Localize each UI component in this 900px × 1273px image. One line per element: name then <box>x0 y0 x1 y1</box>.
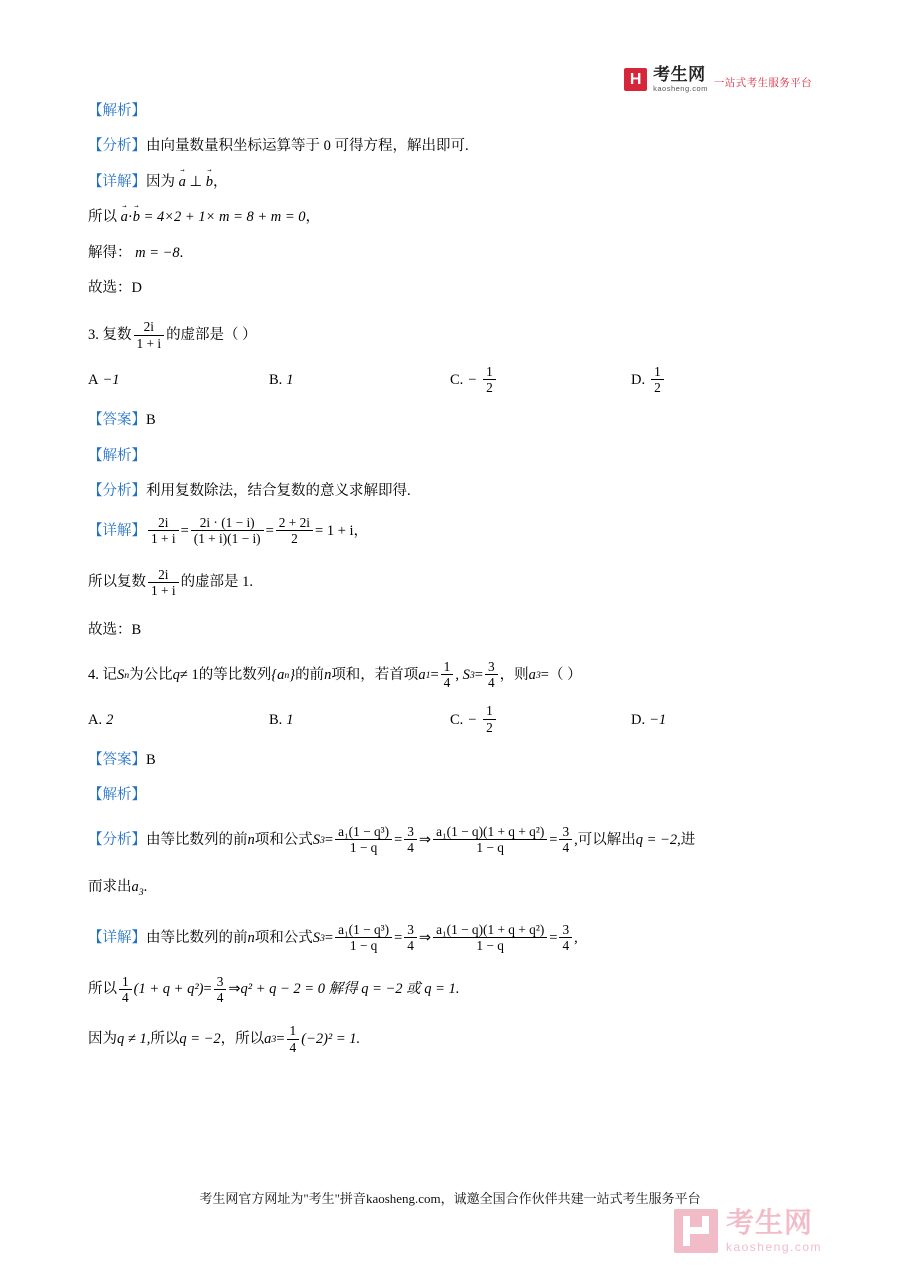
q3-concl-fraction <box>148 567 179 599</box>
q4-fenxi-eq2: = <box>394 831 403 848</box>
logo-title-en: kaosheng.com <box>653 84 708 93</box>
q4-S-sub: n <box>124 669 130 681</box>
q4-option-d-value: −1 <box>649 711 667 728</box>
perp-symbol: ⊥ <box>189 173 203 190</box>
q3-option-b[interactable] <box>269 369 450 391</box>
q4-answer-label: 【答案】 <box>88 751 146 768</box>
q3-xj-eq2: = <box>265 522 274 539</box>
q4-a1: a <box>418 667 426 684</box>
q4-q: q <box>172 667 180 684</box>
page-watermark <box>674 1209 822 1253</box>
q2-comma-2: ， <box>305 209 321 226</box>
watermark-title-en: kaosheng.com <box>725 1240 822 1254</box>
q3-frac-num: 2i <box>143 319 154 335</box>
q4-fenxi-text-1: 由等比数列的前 <box>146 831 248 848</box>
q4-eq: = <box>430 667 439 684</box>
q3-concl-suffix: 的虚部是 1. <box>180 574 254 591</box>
document-content <box>88 0 812 1056</box>
q4-fenxi-n: n <box>247 831 255 848</box>
q4-xj-arrow: ⇒ <box>418 929 432 946</box>
q3-option-c-fraction: $\frac{1}{2}$ <box>483 364 496 396</box>
q4-fenxi-f2-den: 4 <box>404 839 417 855</box>
q4-xj-n: n <box>247 929 255 946</box>
q4-xj-f1-num: a₁(1 − q³) <box>338 921 390 937</box>
q3-xj-f2-num: 2i · (1 − i) <box>199 514 255 530</box>
logo-slogan: 一站式考生服务平台 <box>713 76 812 89</box>
q4-fenxi-eq3: = <box>549 831 558 848</box>
q4-xiangjie-line <box>88 923 812 955</box>
q4-option-c-fraction: $\frac{1}{2}$ <box>483 703 496 735</box>
q4-line3-f-den: 4 <box>287 1039 300 1055</box>
q4-a1-fraction <box>441 659 454 691</box>
q2-xiangjie-label: 【详解】 <box>88 173 146 190</box>
q4-line3-mid: 所以 <box>150 1031 180 1048</box>
q4-line2-frac-2 <box>214 974 227 1006</box>
q4-xj-f4-den: 4 <box>559 937 572 953</box>
q3-xj-f1-num: 2i <box>158 514 169 530</box>
q4-set: {a <box>271 667 285 684</box>
q4-option-b-label: B. <box>269 711 283 728</box>
q4-line2-f-den: 4 <box>119 989 132 1005</box>
q4-step-2 <box>88 974 812 1006</box>
q4-S3-sub: 3 <box>469 669 475 681</box>
q2-dot-rhs: = 4×2 + 1× m = 8 + m = 0 <box>143 209 306 226</box>
q3-option-c[interactable]: C. − $\frac{1}{2}$ <box>450 365 631 397</box>
q4-fenxi-eq: = <box>324 831 334 848</box>
q4-xj-frac-1 <box>335 922 392 954</box>
footer-text-en: kaosheng.com <box>365 1191 441 1206</box>
q3-xiangjie-label: 【详解】 <box>88 522 146 539</box>
q4-line3-comma: ，所以 <box>220 1031 265 1048</box>
q4-line3-f-num: 1 <box>289 1023 297 1039</box>
q4-step-3 <box>88 1024 812 1056</box>
q4-option-a[interactable] <box>88 709 269 731</box>
q4-S3: S <box>462 667 470 684</box>
q2-jiexi-label: 【解析】 <box>88 103 146 119</box>
q2-fenxi-line <box>88 135 812 157</box>
q3-fenxi-line <box>88 480 812 502</box>
q3-xj-comma: ， <box>353 522 369 539</box>
q3-fraction <box>134 319 165 351</box>
q4-xiangjie-label: 【详解】 <box>88 929 146 946</box>
q4-xj-text-1: 由等比数列的前 <box>146 929 248 946</box>
q4-S: S <box>117 667 125 684</box>
q4-comma: , <box>455 667 459 684</box>
q4-option-d-label: D. <box>631 711 646 728</box>
q4-S3-fraction <box>485 659 498 691</box>
q4-stem-1: 记 <box>102 667 117 684</box>
q3-xj-frac-3 <box>276 515 313 547</box>
q4-xj-eq3: = <box>549 929 558 946</box>
q4-set-sub: n <box>284 669 290 681</box>
q4-line3-a3: a <box>264 1031 272 1048</box>
q4-a3-sub: 3 <box>535 669 541 681</box>
q2-jiede-label: 解得： <box>88 244 132 261</box>
q3-xj-f1-den: 1 + i <box>148 530 179 546</box>
q4-stem-4: 的前 <box>295 667 325 684</box>
q4-line2-f-num: 1 <box>122 973 129 989</box>
q4-line3-prefix: 因为 <box>88 1031 117 1048</box>
q3-xj-frac-2 <box>191 515 264 547</box>
q3-fenxi-label: 【分析】 <box>88 483 146 500</box>
q4-S3-num: 3 <box>487 658 495 674</box>
vector-a: a → <box>179 171 186 193</box>
page-footer <box>0 1188 900 1207</box>
q4-fenxi-S3-sub: 3 <box>320 834 325 846</box>
q4-line3-q: q ≠ 1, <box>117 1031 151 1048</box>
q3-stem-suffix: 的虚部是（ ） <box>166 327 257 344</box>
q4-option-d[interactable] <box>631 709 812 731</box>
q4-a1-den: 4 <box>441 674 454 690</box>
q4-line2-tail: q² + q − 2 = 0 解得 q = −2 或 q = 1. <box>240 981 460 998</box>
q2-xiangjie-line <box>88 171 812 193</box>
q3-option-b-label: B. <box>269 372 283 389</box>
q3-xj-frac-1 <box>148 515 179 547</box>
q4-comma-2: ，则 <box>499 667 529 684</box>
q4-fenxi-frac-3 <box>433 824 547 856</box>
dot-operator: · <box>127 209 133 226</box>
watermark-logo-icon <box>674 1209 718 1253</box>
q4-a1-num: 1 <box>443 658 451 674</box>
q4-stem-5: 项和，若首项 <box>331 667 419 684</box>
q3-xiangjie-line <box>88 516 812 548</box>
q4-stem <box>88 659 812 691</box>
q4-option-c[interactable]: C. − $\frac{1}{2}$ <box>450 704 631 736</box>
q4-xj-frac-2 <box>404 922 417 954</box>
watermark-title-cn: 考生网 <box>725 1207 813 1238</box>
q3-option-a-label: A <box>88 372 99 389</box>
q4-line2-expr: (1 + q + q²) <box>133 981 204 998</box>
q4-xj-f2-den: 4 <box>404 937 417 953</box>
q4-xj-eq2: = <box>394 929 403 946</box>
q3-answer-value: B <box>146 412 156 429</box>
q4-stem-2: 为公比 <box>129 667 173 684</box>
q4-xj-comma: , <box>574 929 578 946</box>
q3-options <box>88 365 812 397</box>
q3-stem <box>88 320 812 352</box>
q3-option-a-value: −1 <box>102 372 120 389</box>
q4-option-b[interactable] <box>269 709 450 731</box>
q4-line3-a3-sub: 3 <box>271 1033 277 1045</box>
q2-guxuan: 故选：D <box>88 280 142 297</box>
q3-answer <box>88 409 812 431</box>
q2-fenxi-text: 由向量数量积坐标运算等于 0 可得方程，解出即可. <box>146 138 469 155</box>
q3-fenxi-text: 利用复数除法，结合复数的意义求解即得. <box>146 483 411 500</box>
q4-fenxi-f1-num: a₁(1 − q³) <box>338 824 390 840</box>
q3-xj-f3-num: 2 + 2i <box>278 514 311 530</box>
q4-xj-f4-num: 3 <box>562 921 570 937</box>
q2-fenxi-label: 【分析】 <box>88 138 146 155</box>
vector-b: b → <box>206 171 213 193</box>
q4-fenxi-f3-num: a₁(1 − q)(1 + q + q²) <box>436 824 545 840</box>
q3-concl-f-den: 1 + i <box>148 582 179 598</box>
q4-answer <box>88 749 812 771</box>
q4-fenxi-f4-num: 3 <box>562 824 570 840</box>
q4-option-b-value: 1 <box>286 711 294 728</box>
q2-xiangjie-text: 因为 <box>146 173 175 190</box>
q2-dot-line <box>88 206 812 228</box>
q3-option-d-fraction: $\frac{1}{2}$ <box>651 364 664 396</box>
q2-jiede-value: m = −8 <box>135 244 180 261</box>
q3-option-d[interactable] <box>631 365 812 397</box>
q4-line3-fraction <box>287 1023 300 1055</box>
q4-a1-sub: 1 <box>425 669 431 681</box>
q4-S3-eq: = <box>474 667 483 684</box>
q4-jiexi-label: 【解析】 <box>88 787 146 804</box>
q4-neq: ≠ 1 <box>179 667 199 684</box>
q4-line2-arrow: ⇒ <box>228 981 241 998</box>
q4-fenxi-a3: a <box>131 879 139 896</box>
q2-jiede-line <box>88 242 812 264</box>
q4-fenxi-f2-num: 3 <box>407 824 414 840</box>
q4-fenxi-label: 【分析】 <box>88 831 146 848</box>
q4-xj-f2-num: 3 <box>407 921 414 937</box>
q4-xj-S3: S <box>312 929 320 946</box>
q4-xj-frac-3 <box>433 922 547 954</box>
q4-number: 4. <box>88 667 99 684</box>
q3-option-b-value: 1 <box>286 372 294 389</box>
q3-concl-prefix: 所以复数 <box>88 574 146 591</box>
q4-fenxi-frac-1 <box>335 824 392 856</box>
q4-line2-f2-den: 4 <box>214 989 227 1005</box>
q3-number: 3. <box>88 327 99 344</box>
q2-suoyi-prefix: 所以 <box>88 209 117 226</box>
q4-fenxi-a3-sub: 3 <box>138 887 144 899</box>
q4-fenxi-f1-den: 1 − q <box>335 839 392 855</box>
q4-line3-qval: q = −2 <box>179 1031 221 1048</box>
q3-conclusion <box>88 567 812 599</box>
q4-fenxi-tail: ,可以解出 <box>574 831 636 848</box>
q2-period: . <box>179 244 184 261</box>
q4-line3-eq: = <box>276 1031 285 1048</box>
q4-a3-eq: =（ ） <box>540 667 582 684</box>
watermark-text <box>726 1209 822 1253</box>
q4-fenxi-arrow: ⇒ <box>418 831 432 848</box>
q4-line2-f2-num: 3 <box>216 973 224 989</box>
q4-stem-3: 的等比数列 <box>198 667 272 684</box>
q4-a3: a <box>528 667 536 684</box>
q3-option-a[interactable] <box>88 369 269 391</box>
footer-text-2: ，诚邀全国合作伙伴共建一站式考生服务平台 <box>440 1191 701 1206</box>
q4-line2-eq: = <box>203 981 212 998</box>
q4-line2-prefix: 所以 <box>88 981 117 998</box>
q4-answer-value: B <box>146 751 156 768</box>
q4-fenxi-frac-2 <box>404 824 417 856</box>
q3-jiexi-label: 【解析】 <box>88 447 146 464</box>
q4-fenxi-q-val: q = −2 <box>635 831 678 848</box>
q4-set-close: } <box>289 667 296 684</box>
q4-xj-eq: = <box>324 929 334 946</box>
vector-a-2: a → <box>121 206 128 228</box>
q3-xj-eq1: = <box>180 522 189 539</box>
q3-option-d-label: D. <box>631 372 646 389</box>
q4-fenxi-f3-den: 1 − q <box>433 839 547 855</box>
q4-option-c-label: C. <box>450 711 464 728</box>
q4-S3-den: 4 <box>485 674 498 690</box>
q4-xj-f3-den: 1 − q <box>433 937 547 953</box>
q4-line2-frac-1 <box>119 974 132 1006</box>
q3-xj-f3-den: 2 <box>276 530 313 546</box>
q2-comma: ， <box>213 173 228 190</box>
q4-option-a-label: A. <box>88 711 103 728</box>
q4-xj-f1-den: 1 − q <box>335 937 392 953</box>
q4-options <box>88 704 812 736</box>
vector-b-2: b → <box>133 206 140 228</box>
q4-xj-frac-4 <box>559 922 572 954</box>
q4-fenxi-frac-4 <box>559 824 572 856</box>
q3-frac-den: 1 + i <box>134 335 165 351</box>
q3-xj-f2-den: (1 + i)(1 − i) <box>191 530 264 546</box>
q4-fenxi-tail-2: ,进 <box>677 831 696 848</box>
q3-option-c-label: C. <box>450 372 464 389</box>
q4-xj-text-2: 项和公式 <box>254 929 313 946</box>
q3-concl-f-num: 2i <box>158 566 169 582</box>
q4-fenxi-line-2 <box>88 876 812 900</box>
q4-fenxi-text-2: 项和公式 <box>254 831 313 848</box>
q4-fenxi-f4-den: 4 <box>559 839 572 855</box>
q4-fenxi-S3: S <box>312 831 320 848</box>
logo-title-cn: 考生网 <box>653 65 706 84</box>
q4-fenxi-dot: . <box>143 879 148 896</box>
q3-answer-label: 【答案】 <box>88 412 146 429</box>
q4-line3-tail: (−2)² = 1. <box>301 1031 361 1048</box>
q3-xj-eq3: = 1 + i <box>315 522 354 539</box>
q3-stem-prefix: 复数 <box>102 327 132 344</box>
q4-n: n <box>324 667 332 684</box>
q4-xj-S3-sub: 3 <box>320 932 325 944</box>
footer-text-1: 考生网官方网址为"考生"拼音 <box>199 1191 366 1206</box>
q4-xj-f3-num: a₁(1 − q)(1 + q + q²) <box>436 921 545 937</box>
q4-fenxi-line <box>88 825 812 857</box>
q4-fenxi-line2-prefix: 而求出 <box>88 879 132 896</box>
q4-option-a-value: 2 <box>106 711 114 728</box>
logo-mark-icon: H <box>624 68 647 91</box>
q3-guxuan: 故选：B <box>88 621 142 638</box>
